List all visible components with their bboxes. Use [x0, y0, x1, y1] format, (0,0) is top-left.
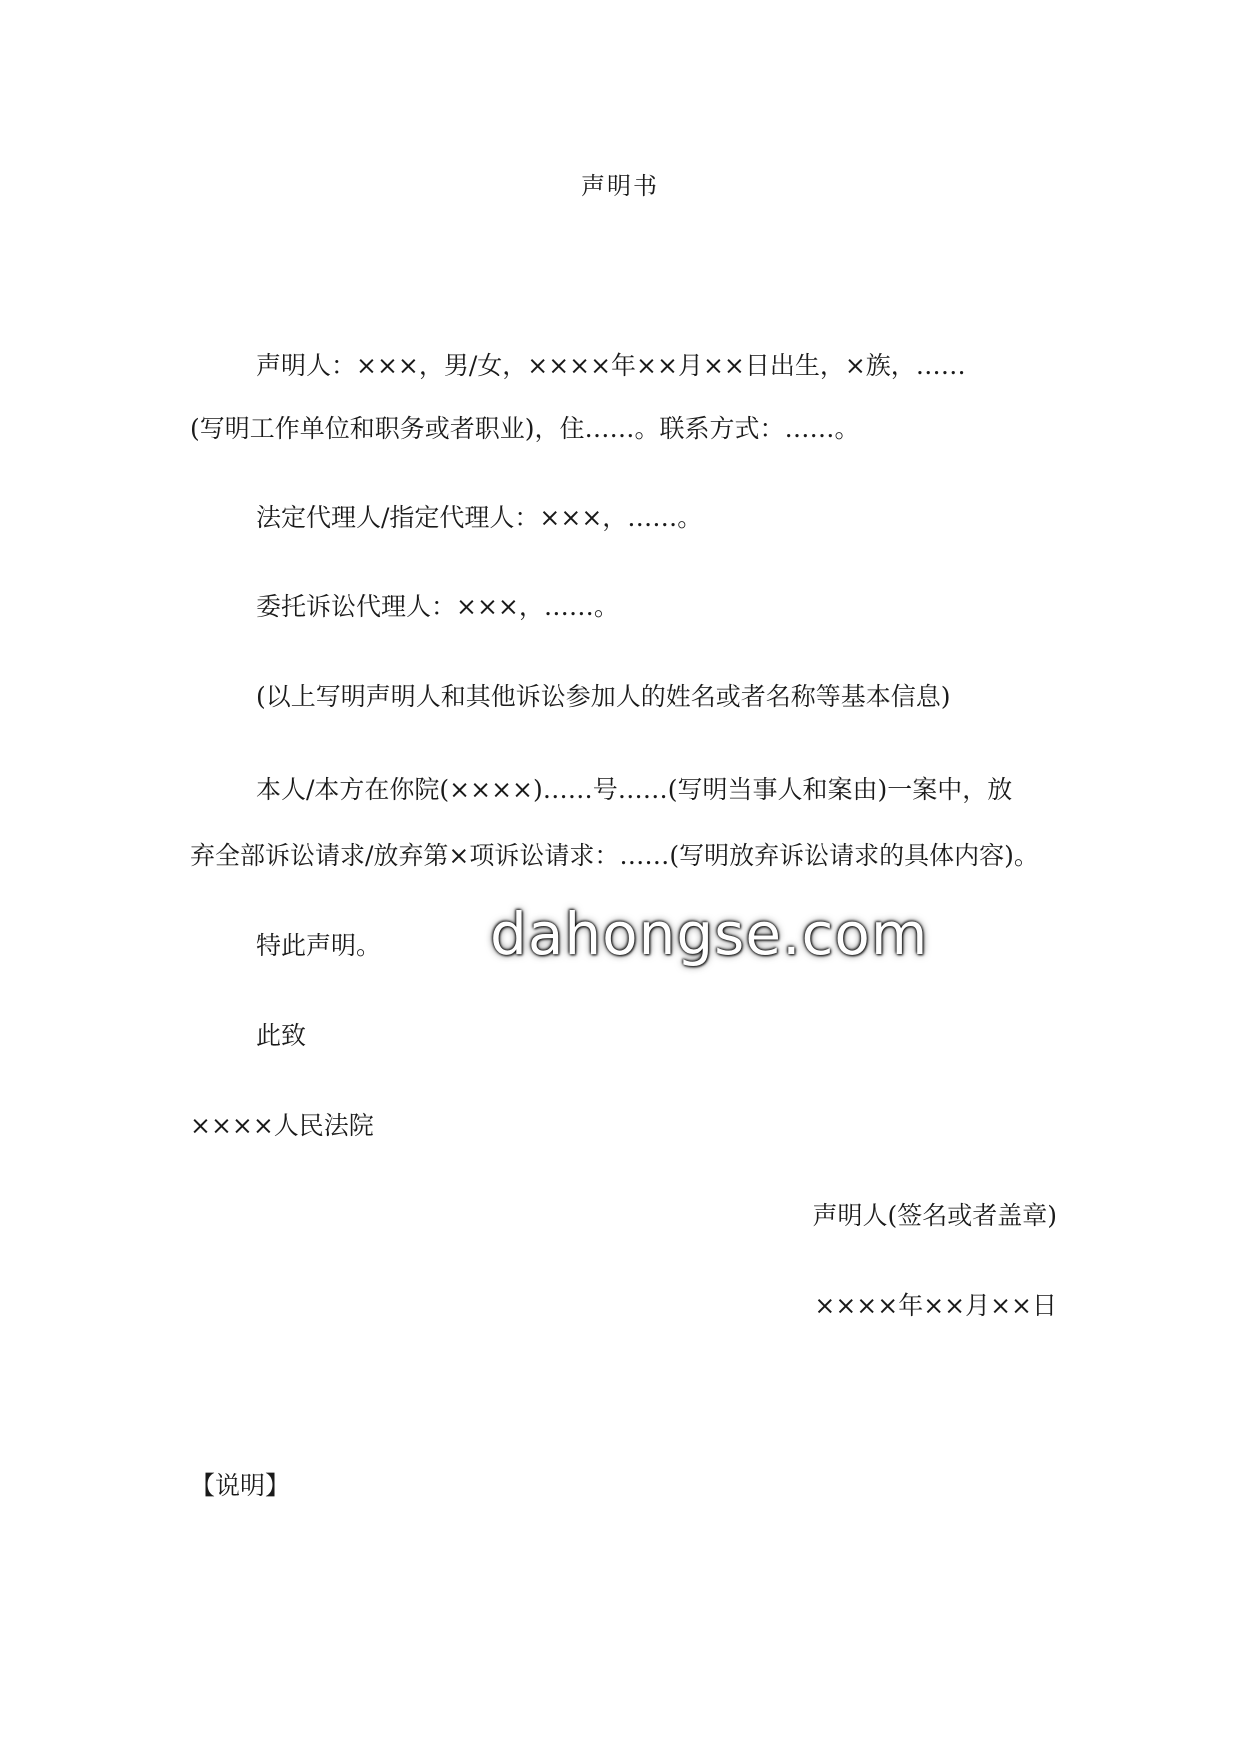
- declarant-line-1: 声明人：×××，男/女，××××年××月××日出生，×族，……: [256, 351, 966, 380]
- litigation-agent-line: 委托诉讼代理人：×××，……。: [256, 592, 619, 621]
- document-title: 声明书: [581, 172, 659, 200]
- statement-line-1: 本人/本方在你院(××××)……号……(写明当事人和案由)一案中，放: [256, 775, 1013, 804]
- signer-line: 声明人(签名或者盖章): [812, 1201, 1057, 1230]
- date-line: ××××年××月××日: [814, 1291, 1057, 1320]
- statement-line-2: 弃全部诉讼请求/放弃第×项诉讼请求：……(写明放弃诉讼请求的具体内容)。: [190, 841, 1039, 870]
- hereby-declare-line: 特此声明。: [256, 931, 382, 960]
- declarant-line-2: (写明工作单位和职务或者职业)，住……。联系方式：……。: [190, 414, 860, 443]
- notes-heading: 【说明】: [190, 1471, 291, 1500]
- salutation-line: 此致: [256, 1021, 307, 1050]
- info-note-line: (以上写明声明人和其他诉讼参加人的姓名或者名称等基本信息): [256, 682, 951, 711]
- legal-agent-line: 法定代理人/指定代理人：×××，……。: [256, 503, 703, 532]
- watermark-text: dahongse.com: [490, 900, 929, 968]
- court-name-line: ××××人民法院: [190, 1111, 374, 1140]
